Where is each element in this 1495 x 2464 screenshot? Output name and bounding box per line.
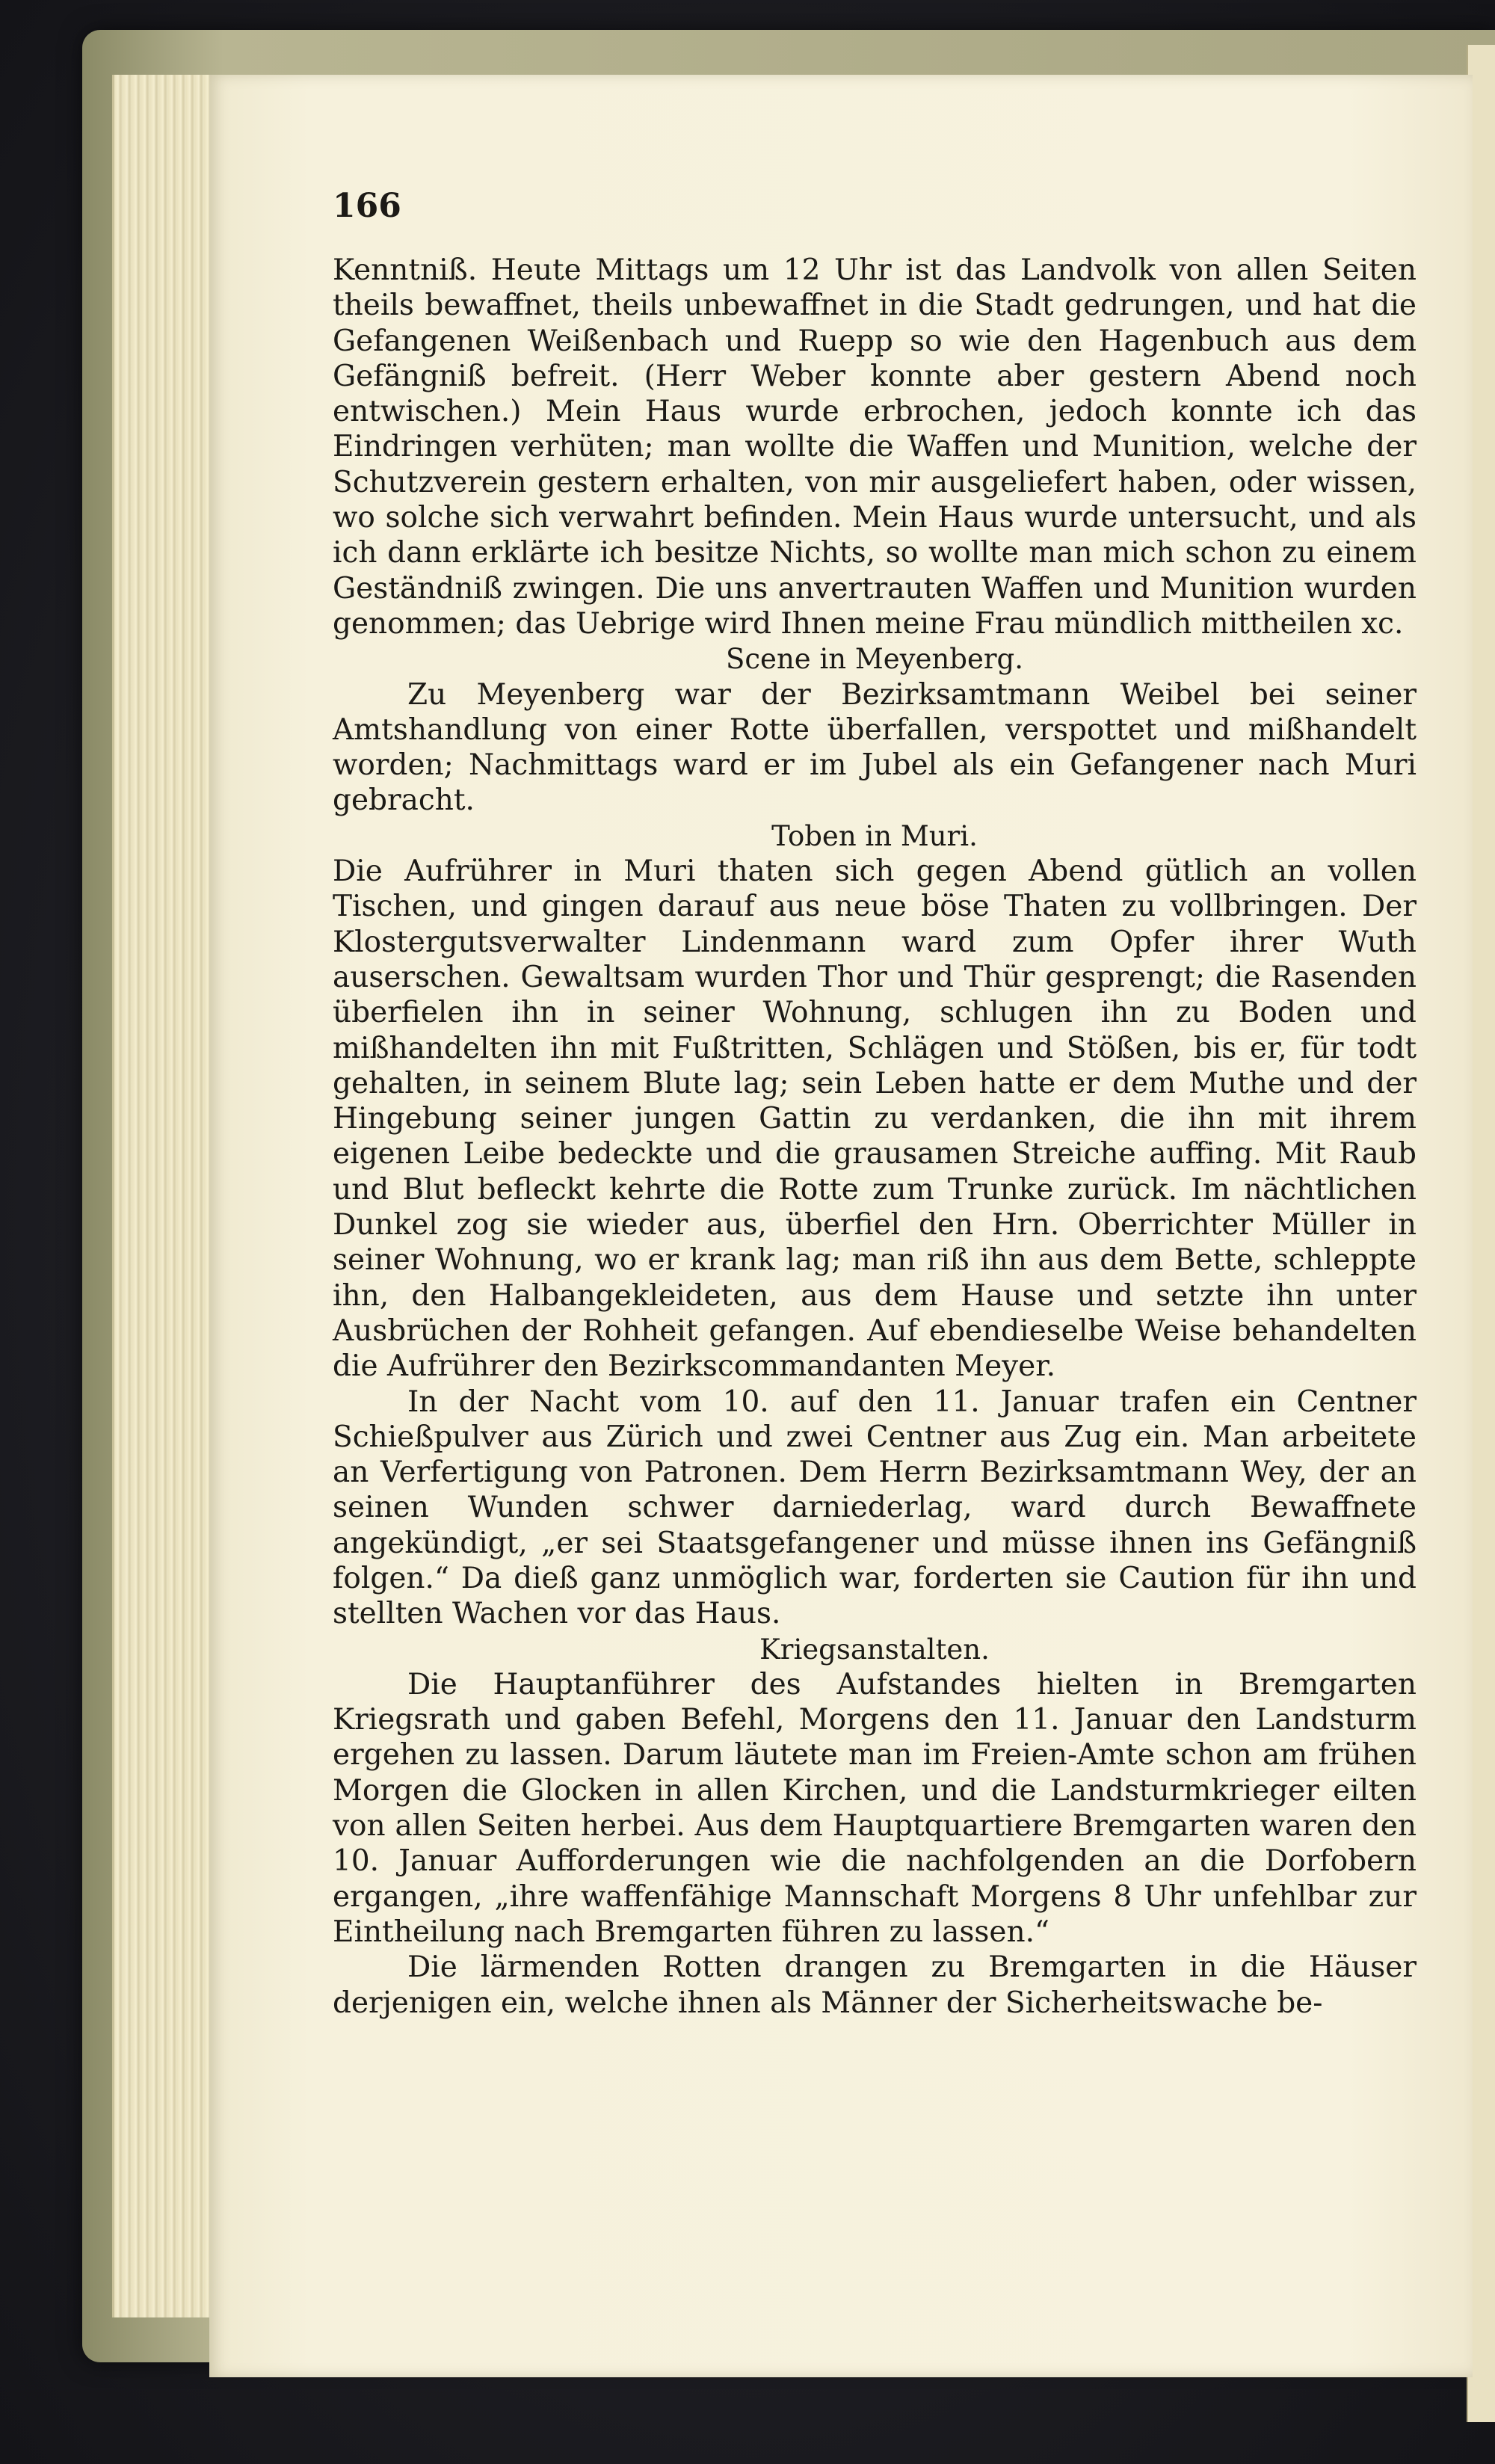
page-stack-edges: [112, 75, 219, 2317]
page-content: [333, 187, 1417, 2021]
text-body: [333, 253, 1417, 2021]
paragraph: Kenntniß. Heute Mittags um 12 Uhr ist das Landvolk von allen Seiten theils bewaffnet, theils unbewaffnet in die Stadt gedrungen, und hat die Gefangenen Weißenbach und Ruepp so wie den Hagenbuch aus dem Gefängniß befreit. (Herr Weber konnte aber gestern Abend noch entwischen.) Mein Haus wurde erbrochen, jedoch konnte ich das Eindringen verhüten; man wollte die Waffen und Munition, welche der Schutzverein gestern erhalten, von mir ausgeliefert haben, oder wissen, wo solche sich verwahrt befinden. Mein Haus wurde untersucht, und als ich dann erklärte ich besitze Nichts, so wollte man mich schon zu einem Geständniß zwingen. Die uns anvertrauten Waffen und Munition wurden genommen; das Uebrige wird Ihnen meine Frau mündlich mittheilen xc.: [333, 253, 1417, 641]
section-heading: Toben in Muri.: [771, 819, 978, 852]
paragraph: Die Hauptanführer des Aufstandes hielten in Bremgarten Kriegsrath und gaben Befehl, Morgens den 11. Januar den Landsturm ergehen zu lassen. Darum läutete man im Freien-Amte schon am frühen Morgen die Glocken in allen Kirchen, und die Landsturmkrieger eilten von allen Seiten herbei. Aus dem Hauptquartiere Bremgarten waren den 10. Januar Aufforderungen wie die nachfolgenden an die Dorfobern ergangen, „ihre waffenfähige Mannschaft Morgens 8 Uhr unfehlbar zur Eintheilung nach Bremgarten führen zu lassen.“: [333, 1667, 1417, 1949]
section-heading: Scene in Meyenberg.: [725, 643, 1023, 676]
paragraph: Zu Meyenberg war der Bezirksamtmann Weibel bei seiner Amtshandlung von einer Rotte überfallen, verspottet und mißhandelt worden; Nachmittags ward er im Jubel als ein Gefangener nach Muri gebracht.: [333, 677, 1417, 818]
paragraph: Die Aufrührer in Muri thaten sich gegen Abend gütlich an vollen Tischen, und gingen darauf aus neue böse Thaten zu vollbringen. Der Klostergutsverwalter Lindenmann ward zum Opfer ihrer Wuth auserschen. Gewaltsam wurden Thor und Thür gesprengt; die Rasenden überfielen ihn in seiner Wohnung, schlugen ihn zu Boden und mißhandelten ihn mit Fußtritten, Schlägen und Stößen, bis er, für todt gehalten, in seinem Blute lag; sein Leben hatte er dem Muthe und der Hingebung seiner jungen Gattin zu verdanken, die ihn mit ihrem eigenen Leibe bedeckte und die grausamen Streiche auffing. Mit Raub und Blut befleckt kehrte die Rotte zum Trunke zurück. Im nächtlichen Dunkel zog sie wieder aus, überfiel den Hrn. Oberrichter Müller in seiner Wohnung, wo er krank lag; man riß ihn aus dem Bette, schleppte ihn, den Halbangekleideten, aus dem Hause und setzte ihn unter Ausbrüchen der Rohheit gefangen. Auf ebendieselbe Weise behandelten die Aufrührer den Bezirkscommandanten Meyer.: [333, 854, 1417, 1384]
section-heading: Kriegsanstalten.: [759, 1633, 990, 1666]
paragraph: Die lärmenden Rotten drangen zu Bremgarten in die Häuser derjenigen ein, welche ihnen als Männer der Sicherheitswache be-: [333, 1950, 1417, 2020]
page-number: 166: [333, 187, 401, 225]
paragraph: In der Nacht vom 10. auf den 11. Januar trafen ein Centner Schießpulver aus Zürich und zwei Centner aus Zug ein. Man arbeitete an Verfertigung von Patronen. Dem Herrn Bezirksamtmann Wey, der an seinen Wunden schwer darniederlag, ward durch Bewaffnete angekündigt, „er sei Staatsgefangener und müsse ihnen ins Gefängniß folgen.“ Da dieß ganz unmöglich war, forderten sie Caution für ihn und stellten Wachen vor das Haus.: [333, 1385, 1417, 1631]
